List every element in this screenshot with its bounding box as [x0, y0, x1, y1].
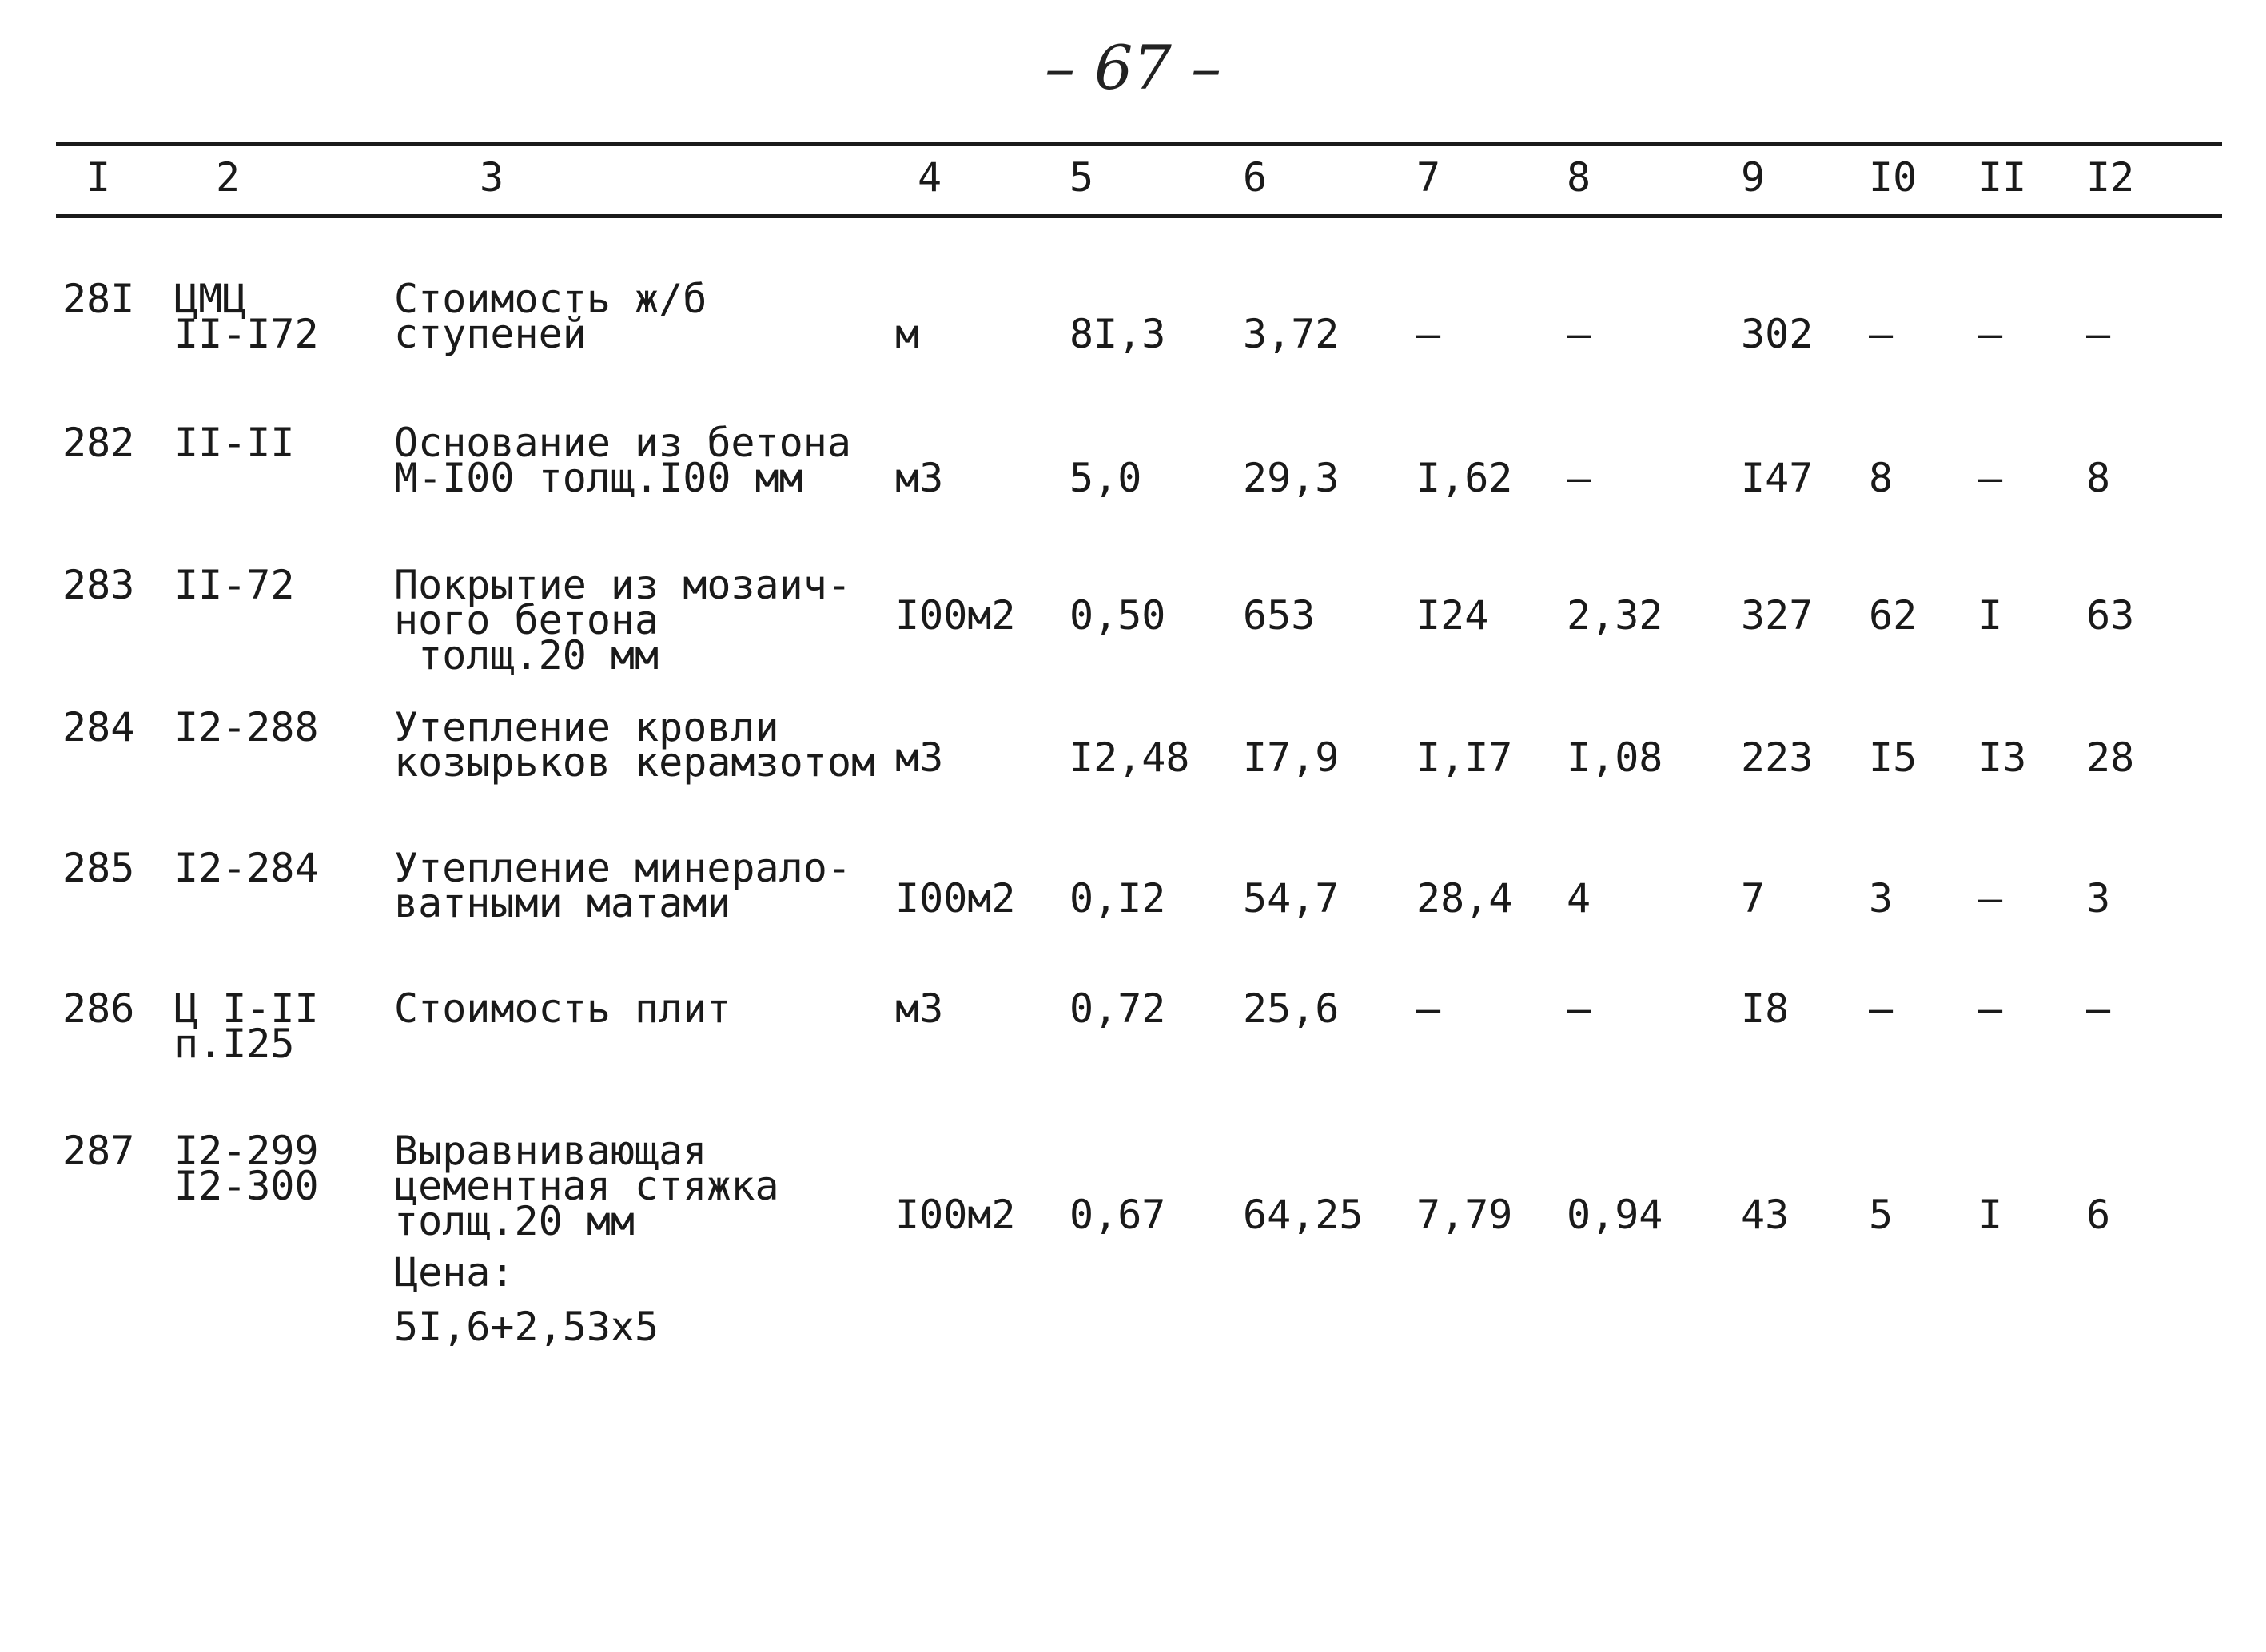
row-col-10: – — [1869, 985, 1894, 1032]
header-col-9: 9 — [1741, 154, 1766, 201]
row-col-10: 5 — [1869, 1192, 1894, 1238]
row-col-7: 28,4 — [1416, 875, 1513, 922]
row-code: Ц I-II п.I25 — [174, 985, 319, 1067]
header-col-8: 8 — [1567, 154, 1591, 201]
row-code: I2-288 — [174, 704, 319, 750]
row-code: I2-284 — [174, 845, 319, 891]
row-col-12: 6 — [2086, 1192, 2111, 1238]
row-quantity: 0,67 — [1069, 1192, 1166, 1238]
row-col-10: 62 — [1869, 592, 1918, 639]
row-code: ЦМЦ II-I72 — [174, 276, 319, 357]
row-unit: м — [895, 311, 920, 357]
row-col-9: 43 — [1741, 1192, 1790, 1238]
row-col-8: 4 — [1567, 875, 1591, 922]
row-col-9: I8 — [1741, 985, 1790, 1032]
row-col-7: – — [1416, 985, 1441, 1032]
row-col-10: – — [1869, 311, 1894, 357]
row-description: Выравнивающая цементная стяжка толщ.20 мм — [394, 1128, 779, 1244]
row-col-9: I47 — [1741, 455, 1814, 501]
row-col-12: 8 — [2086, 455, 2111, 501]
row-number: 285 — [62, 845, 135, 891]
row-unit: I00м2 — [895, 592, 1016, 639]
row-col-8: I,08 — [1567, 734, 1663, 781]
header-col-2: 2 — [216, 154, 241, 201]
row-unit: м3 — [895, 734, 944, 781]
row-unit: I00м2 — [895, 1192, 1016, 1238]
row-col-9: 7 — [1741, 875, 1766, 922]
row-col-7: I24 — [1416, 592, 1489, 639]
row-col-9: 223 — [1741, 734, 1814, 781]
row-description: Стоимость плит — [394, 985, 731, 1032]
row-col-6: 29,3 — [1243, 455, 1340, 501]
row-number: 287 — [62, 1128, 135, 1174]
row-code: I2-299 I2-300 — [174, 1128, 319, 1209]
row-description: Основание из бетона М-I00 толщ.I00 мм — [394, 420, 851, 501]
row-col-8: – — [1567, 311, 1591, 357]
row-col-6: 64,25 — [1243, 1192, 1364, 1238]
row-col-11: – — [1978, 311, 2003, 357]
row-col-6: 3,72 — [1243, 311, 1340, 357]
row-description: Стоимость ж/б ступеней — [394, 276, 707, 357]
row-col-7: – — [1416, 311, 1441, 357]
row-number: 282 — [62, 420, 135, 466]
price-label: Цена: — [394, 1249, 515, 1296]
row-col-6: 54,7 — [1243, 875, 1340, 922]
header-col-11: II — [1978, 154, 2027, 201]
row-quantity: I2,48 — [1069, 734, 1190, 781]
row-quantity: 8I,3 — [1069, 311, 1166, 357]
row-col-12: 63 — [2086, 592, 2135, 639]
header-col-12: I2 — [2086, 154, 2135, 201]
row-col-8: 2,32 — [1567, 592, 1663, 639]
header-col-6: 6 — [1243, 154, 1268, 201]
row-col-12: 3 — [2086, 875, 2111, 922]
table-header — [0, 153, 2266, 201]
price-formula: 5I,6+2,53х5 — [394, 1304, 659, 1350]
header-col-4: 4 — [918, 154, 942, 201]
row-number: 28I — [62, 276, 135, 322]
row-code: II-II — [174, 420, 295, 466]
header-col-1: I — [86, 154, 111, 201]
row-unit: м3 — [895, 455, 944, 501]
row-col-9: 302 — [1741, 311, 1814, 357]
table-header-rule — [56, 214, 2222, 218]
table-top-rule — [56, 142, 2222, 146]
row-col-10: 8 — [1869, 455, 1894, 501]
row-col-11: I3 — [1978, 734, 2027, 781]
row-quantity: 5,0 — [1069, 455, 1142, 501]
row-col-12: 28 — [2086, 734, 2135, 781]
row-description: Покрытие из мозаич- ного бетона толщ.20 мм — [394, 562, 851, 679]
row-quantity: 0,I2 — [1069, 875, 1166, 922]
row-description: Утепление кровли козырьков керамзотом — [394, 704, 876, 786]
row-col-10: I5 — [1869, 734, 1918, 781]
row-description: Утепление минерало- ватными матами — [394, 845, 851, 926]
row-number: 283 — [62, 562, 135, 608]
row-col-6: 25,6 — [1243, 985, 1340, 1032]
row-code: II-72 — [174, 562, 295, 608]
row-col-11: I — [1978, 592, 2003, 639]
row-unit: м3 — [895, 985, 944, 1032]
header-col-5: 5 — [1069, 154, 1094, 201]
row-col-9: 327 — [1741, 592, 1814, 639]
row-number: 284 — [62, 704, 135, 750]
row-col-12: – — [2086, 985, 2111, 1032]
row-quantity: 0,72 — [1069, 985, 1166, 1032]
row-col-7: I,62 — [1416, 455, 1513, 501]
row-col-11: I — [1978, 1192, 2003, 1238]
row-col-8: 0,94 — [1567, 1192, 1663, 1238]
row-unit: I00м2 — [895, 875, 1016, 922]
row-col-10: 3 — [1869, 875, 1894, 922]
row-quantity: 0,50 — [1069, 592, 1166, 639]
row-col-8: – — [1567, 455, 1591, 501]
row-col-6: I7,9 — [1243, 734, 1340, 781]
row-col-11: – — [1978, 875, 2003, 922]
row-col-6: 653 — [1243, 592, 1316, 639]
row-col-11: – — [1978, 455, 2003, 501]
header-col-10: I0 — [1869, 154, 1918, 201]
row-col-8: – — [1567, 985, 1591, 1032]
page-number: – 67 – — [1044, 32, 1222, 103]
row-col-7: 7,79 — [1416, 1192, 1513, 1238]
row-col-7: I,I7 — [1416, 734, 1513, 781]
header-col-3: 3 — [480, 154, 504, 201]
row-col-11: – — [1978, 985, 2003, 1032]
row-number: 286 — [62, 985, 135, 1032]
header-col-7: 7 — [1416, 154, 1441, 201]
row-col-12: – — [2086, 311, 2111, 357]
